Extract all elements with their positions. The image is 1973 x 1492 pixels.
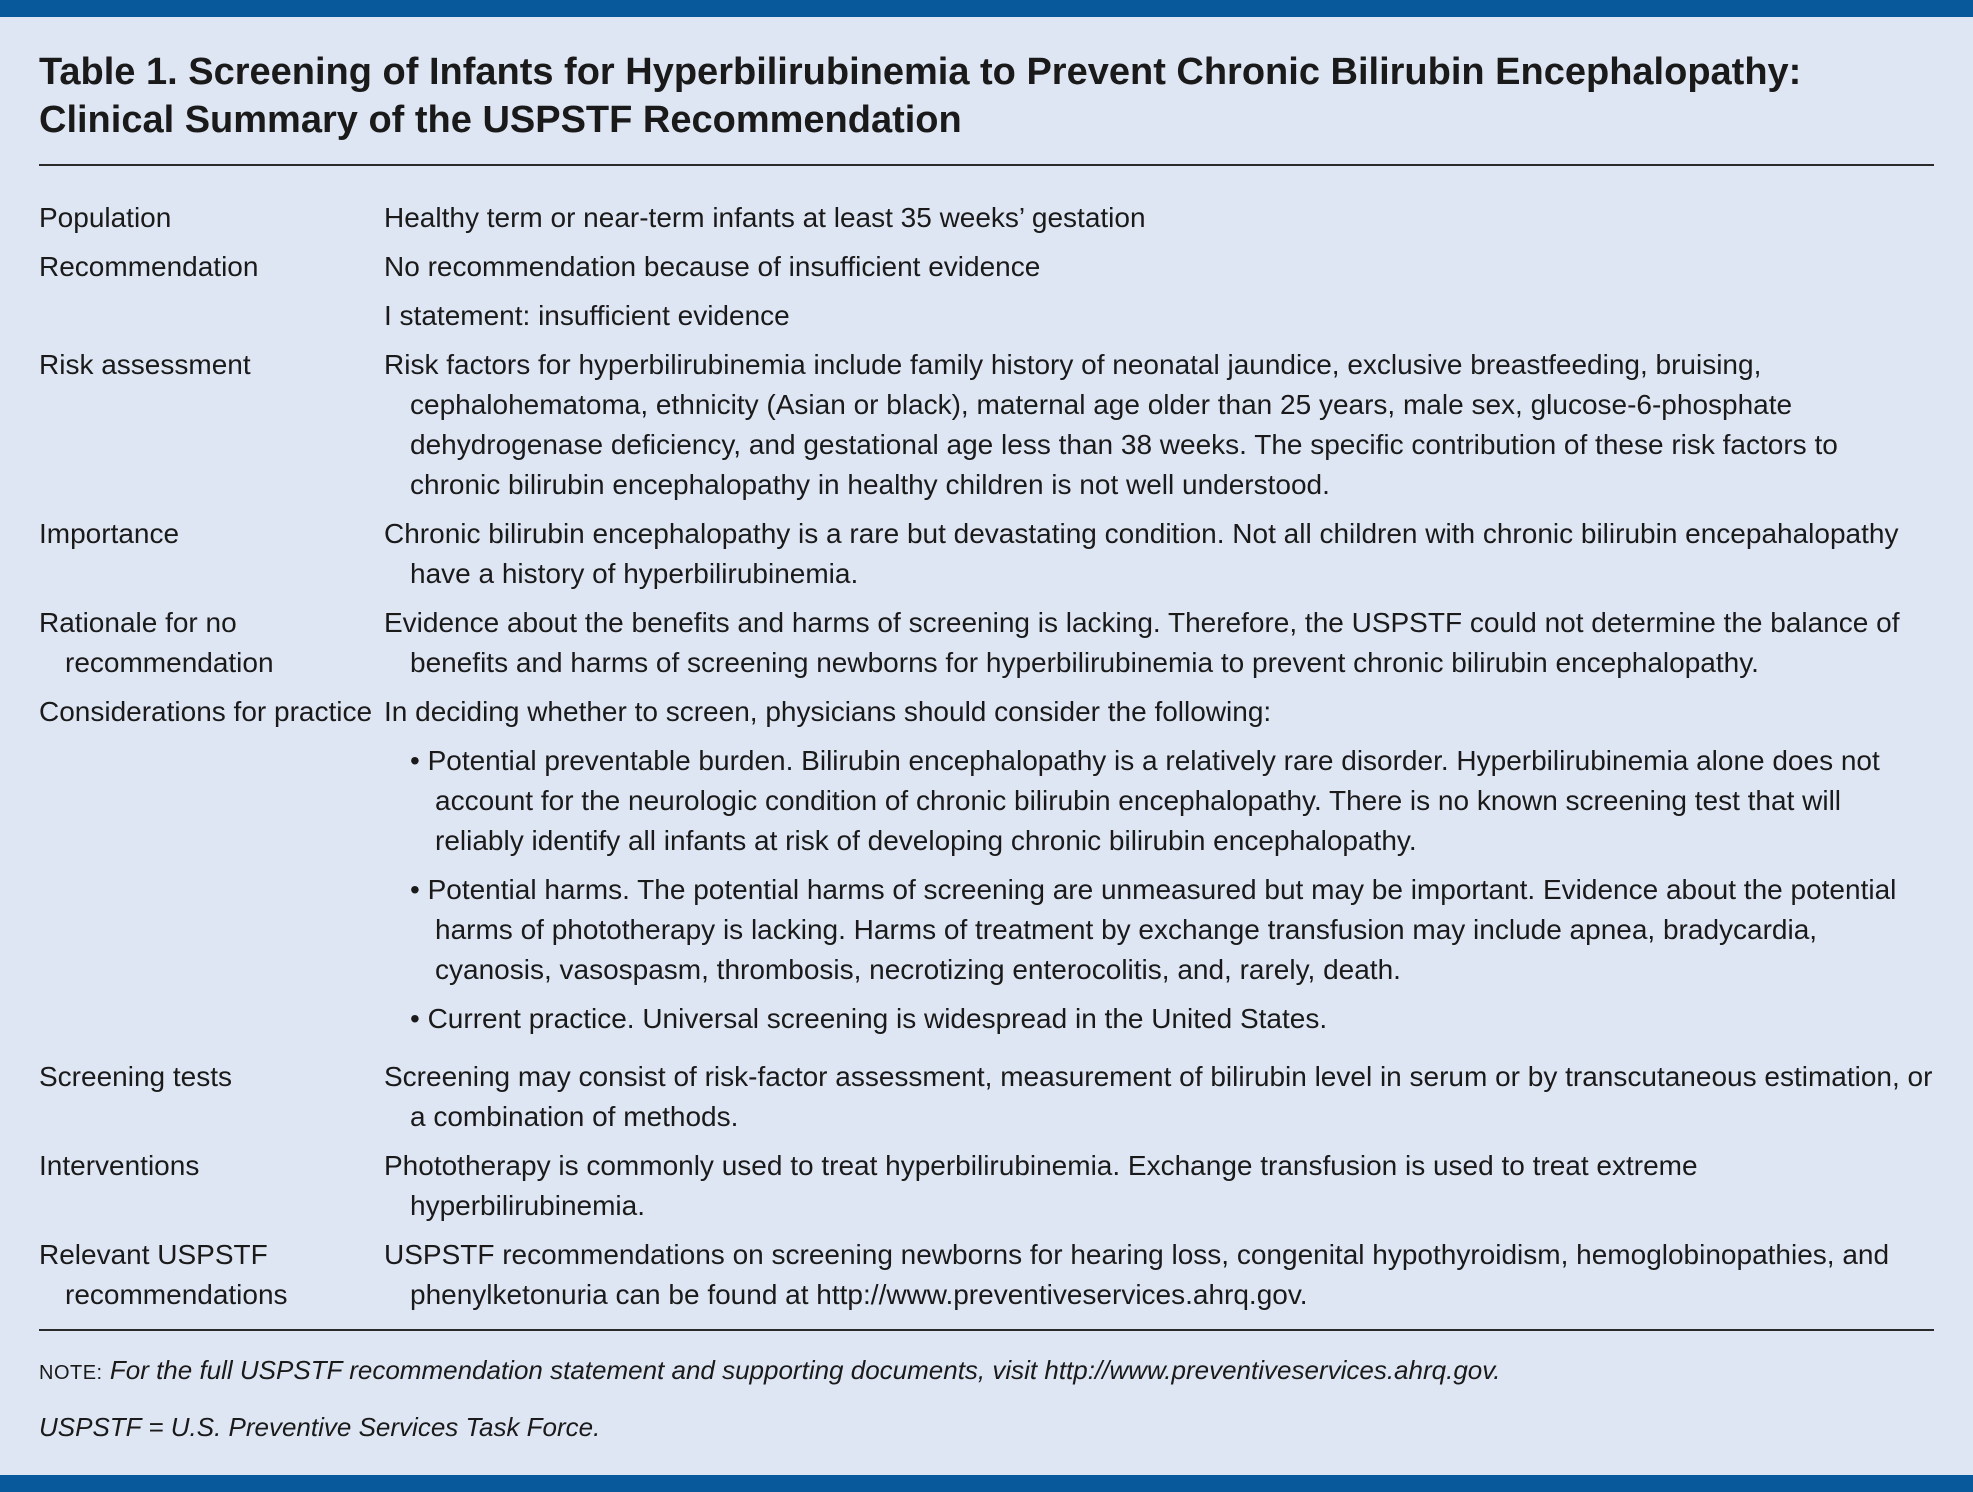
bottom-bar [0, 1475, 1973, 1492]
bottom-rule [39, 1329, 1934, 1331]
row-text: I statement: insufficient evidence [384, 300, 790, 331]
table-title [39, 48, 1939, 144]
row-relevant [39, 1235, 1934, 1315]
title-line-2: Clinical Summary of the USPSTF Recommendation [39, 99, 962, 141]
title-line-1: Table 1. Screening of Infants for Hyperbilirubinemia to Prevent Chronic Bilirubin Encephalopathy: [39, 51, 1802, 93]
note-label: NOTE: [39, 1362, 103, 1384]
footnote-note [39, 1352, 1501, 1391]
row-label: Considerations for practice [39, 696, 373, 727]
row-text: Phototherapy is commonly used to treat hyperbilirubinemia. Exchange transfusion is used to treat extreme hyperbilirubinemia. [384, 1150, 1698, 1221]
row-importance [39, 514, 1934, 594]
row-text: USPSTF recommendations on screening newborns for hearing loss, congenital hypothyroidism, hemoglobinopathies, and phenylketonuria can be found at http://www.preventiveservices.ahrq.gov. [384, 1239, 1890, 1310]
row-population [39, 198, 1934, 238]
row-recommendation [39, 247, 1934, 336]
row-text: Screening may consist of risk-factor assessment, measurement of bilirubin level in serum or by transcutaneous estimation, or a combination of methods. [384, 1061, 1933, 1132]
row-label: Risk assessment [39, 349, 251, 380]
note-text: For the full USPSTF recommendation statement and supporting documents, visit http://www.preventiveservices.ahrq.gov. [102, 1355, 1501, 1385]
bullet-item: • Current practice. Universal screening is widespread in the United States. [410, 1003, 1328, 1034]
row-text: Chronic bilirubin encephalopathy is a rare but devastating condition. Not all children with chronic bilirubin encepahalopathy have a history of hyperbilirubinemia. [384, 518, 1899, 589]
row-considerations [39, 692, 1934, 1048]
top-rule [39, 164, 1934, 166]
footnote-abbreviation: USPSTF = U.S. Preventive Services Task Force. [39, 1412, 601, 1442]
row-text: No recommendation because of insufficient evidence [384, 251, 1041, 282]
row-text: Risk factors for hyperbilirubinemia include family history of neonatal jaundice, exclusive breastfeeding, bruising, cephalohematoma, ethnicity (Asian or black), maternal age older than 25 years, male sex, glucose-6-phosphate dehydrogenase deficiency, and gestational age less than 38 weeks. The specific contribution of these risk factors to chronic bilirubin encephalopathy in healthy children is not well understood. [384, 349, 1838, 500]
row-rationale [39, 603, 1934, 683]
top-bar [0, 0, 1973, 17]
row-text: In deciding whether to screen, physicians should consider the following: [384, 696, 1272, 727]
summary-table [39, 198, 1934, 1324]
row-interventions [39, 1146, 1934, 1226]
row-text: Healthy term or near-term infants at least 35 weeks’ gestation [384, 202, 1146, 233]
row-label: Population [39, 202, 172, 233]
row-label: Importance [39, 518, 180, 549]
row-label: Recommendation [39, 251, 259, 282]
row-label: Relevant USPSTF recommendations [39, 1239, 288, 1310]
bullet-item: • Potential harms. The potential harms of screening are unmeasured but may be important. Evidence about the potential harms of phototherapy is lacking. Harms of treatment by exchange transfusion may include apnea, bradycardia, cyanosis, vasospasm, thrombosis, necrotizing enterocolitis, and, rarely, death. [410, 874, 1897, 985]
row-screening-tests [39, 1057, 1934, 1137]
row-risk-assessment [39, 345, 1934, 505]
row-label: Rationale for no recommendation [39, 607, 274, 678]
bullet-item: • Potential preventable burden. Bilirubin encephalopathy is a relatively rare disorder. Hyperbilirubinemia alone does not account for the neurologic condition of chronic bilirubin encephalopathy. There is no known screening test that will reliably identify all infants at risk of developing chronic bilirubin encephalopathy. [410, 745, 1880, 856]
row-text: Evidence about the benefits and harms of screening is lacking. Therefore, the USPSTF could not determine the balance of benefits and harms of screening newborns for hyperbilirubinemia to prevent chronic bilirubin encephalopathy. [384, 607, 1900, 678]
row-label: Interventions [39, 1150, 200, 1181]
row-label: Screening tests [39, 1061, 232, 1092]
